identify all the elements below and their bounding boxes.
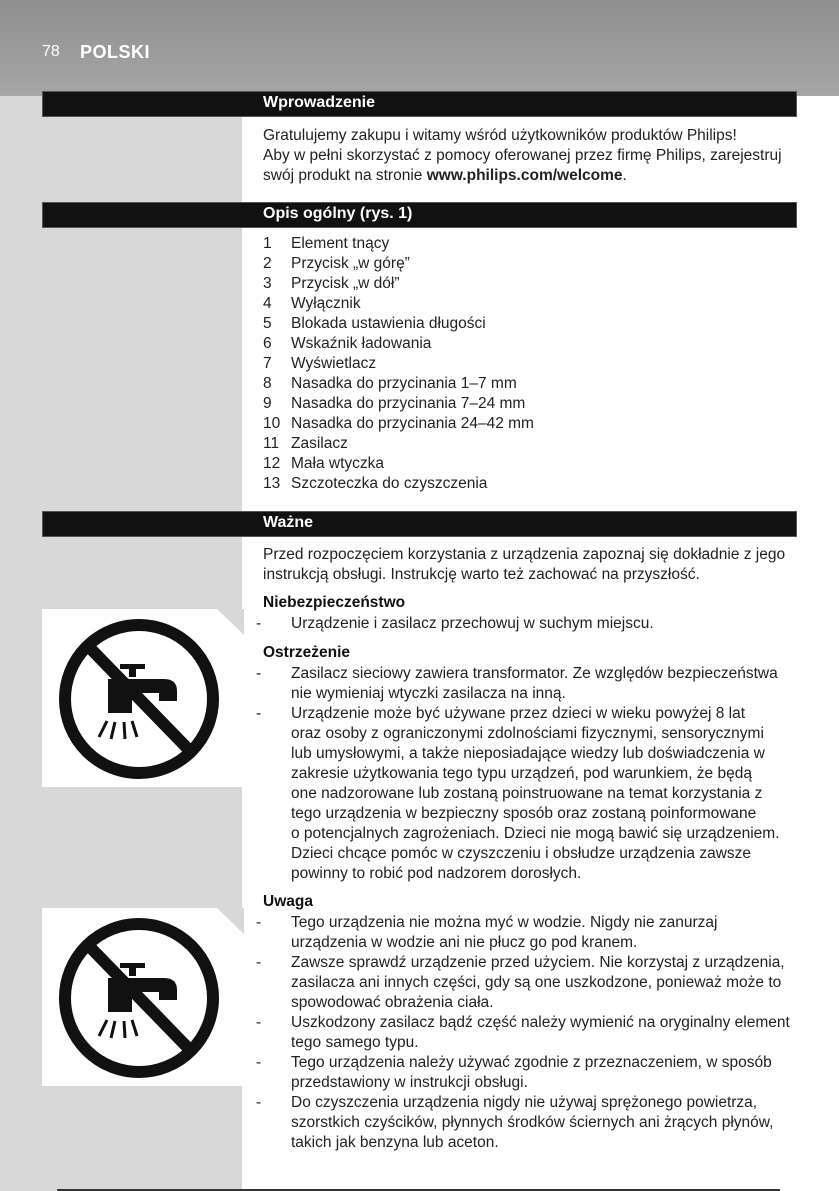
list-item-text: Szczoteczka do czyszczenia xyxy=(291,475,488,492)
section-bar-important xyxy=(42,511,797,537)
bullet-line: tego samego typu. xyxy=(291,1034,419,1051)
bullet-dash: - xyxy=(256,1054,262,1071)
bullet-item xyxy=(256,614,796,634)
bullet-dash: - xyxy=(256,705,262,722)
intro-line-3-prefix: swój produkt na stronie xyxy=(263,167,427,184)
bullet-line: zakresie użytkowania tego typu urządzeń, pod warunkiem, że będą xyxy=(291,765,752,782)
bullet-line: przedstawiony w instrukcji obsługi. xyxy=(291,1074,528,1091)
language-title: POLSKI xyxy=(80,42,151,62)
list-item-number: 6 xyxy=(263,335,272,352)
important-intro-line-1: Przed rozpoczęciem korzystania z urządzenia zapoznaj się dokładnie z jego xyxy=(263,546,786,563)
list-item-text: Blokada ustawienia długości xyxy=(291,315,486,332)
bullet-line: spowodować obrażenia ciała. xyxy=(291,994,494,1011)
list-item-text: Zasilacz xyxy=(291,435,348,452)
bullet-line: Tego urządzenia należy używać zgodnie z przeznaczeniem, w sposób xyxy=(291,1054,772,1071)
bullet-dash: - xyxy=(256,665,262,682)
list-item-text: Nasadka do przycinania 24–42 mm xyxy=(291,415,534,432)
intro-line-2: Aby w pełni skorzystać z pomocy oferowanej przez firmę Philips, zarejestruj xyxy=(263,147,782,164)
bullet-dash: - xyxy=(256,1014,262,1031)
bullet-line: one nadzorowane lub zostaną poinstruowane na temat korzystania z xyxy=(291,785,763,802)
section-title-important: Ważne xyxy=(263,514,314,531)
bullet-line: nie wymieniaj wtyczki zasilacza na inną. xyxy=(291,685,566,702)
list-item-number: 4 xyxy=(263,295,272,312)
list-item-number: 1 xyxy=(263,235,272,252)
bullet-line: Zasilacz sieciowy zawiera transformator. Ze względów bezpieczeństwa xyxy=(291,665,778,682)
list-item-number: 7 xyxy=(263,355,272,372)
intro-paragraph xyxy=(263,126,798,186)
list-item xyxy=(263,294,361,314)
bullet-line: urządzenia w wodzie ani nie płucz go pod kranem. xyxy=(291,934,638,951)
list-item-number: 5 xyxy=(263,315,272,332)
list-item xyxy=(263,254,410,274)
section-bar-overview xyxy=(42,202,797,228)
bullet-line: powinny to robić pod nadzorem dorosłych. xyxy=(291,865,582,882)
bullet-line: lub umysłowymi, a także nieposiadające wiedzy lub doświadczenia w xyxy=(291,745,765,762)
bullet-dash: - xyxy=(256,914,262,931)
section-title-intro: Wprowadzenie xyxy=(263,94,376,111)
philips-welcome-url: www.philips.com/welcome xyxy=(426,167,623,184)
bullet-line: takich jak benzyna lub aceton. xyxy=(291,1134,499,1151)
list-item-number: 13 xyxy=(263,475,281,492)
no-running-water-icon xyxy=(42,609,244,787)
list-item xyxy=(263,314,486,334)
page-number: 78 xyxy=(42,43,60,60)
list-item-number: 2 xyxy=(263,255,272,272)
warning-icon-panel-1 xyxy=(42,609,244,787)
bullet-line: zasilacza ani innych części, gdy są one uszkodzone, ponieważ może to xyxy=(291,974,782,991)
list-item-number: 11 xyxy=(263,435,280,452)
bullet-line: Dzieci chcące pomóc w czyszczeniu i obsłudze urządzenia zawsze xyxy=(291,845,752,862)
list-item-number: 3 xyxy=(263,275,272,292)
bullet-item xyxy=(256,1013,796,1053)
list-item-number: 12 xyxy=(263,455,281,472)
list-item xyxy=(263,334,431,354)
list-item xyxy=(263,394,525,414)
list-item xyxy=(263,454,384,474)
bullet-item xyxy=(256,913,796,953)
bullet-item xyxy=(256,1053,796,1093)
bullet-line: szorstkich czyścików, płynnych środków ściernych ani żrących płynów, xyxy=(291,1114,774,1131)
bullet-line: Urządzenie i zasilacz przechowuj w suchym miejscu. xyxy=(291,615,654,632)
list-item-number: 9 xyxy=(263,395,272,412)
bullet-line: Do czyszczenia urządzenia nigdy nie używaj sprężonego powietrza, xyxy=(291,1094,758,1111)
bullet-dash: - xyxy=(256,615,262,632)
list-item-number: 8 xyxy=(263,375,272,392)
important-intro-paragraph xyxy=(263,545,798,585)
intro-line-3-suffix: . xyxy=(622,167,627,184)
list-item xyxy=(263,354,376,374)
list-item xyxy=(263,234,389,254)
no-running-water-icon xyxy=(42,908,244,1086)
list-item-number: 10 xyxy=(263,415,281,432)
section-title-overview: Opis ogólny (rys. 1) xyxy=(263,205,413,222)
list-item-text: Wskaźnik ładowania xyxy=(291,335,432,352)
important-intro-line-2: instrukcją obsługi. Instrukcję warto też zachować na przyszłość. xyxy=(263,566,700,583)
list-item-text: Przycisk „w dół” xyxy=(291,275,400,292)
list-item-text: Przycisk „w górę” xyxy=(291,255,410,272)
bullet-dash: - xyxy=(256,1094,262,1111)
bullet-item xyxy=(256,953,796,1013)
bullet-item xyxy=(256,704,796,884)
bullet-item xyxy=(256,664,796,704)
list-item-text: Mała wtyczka xyxy=(291,455,385,472)
list-item xyxy=(263,374,517,394)
danger-heading: Niebezpieczeństwo xyxy=(263,594,406,611)
list-item-text: Element tnący xyxy=(291,235,390,252)
list-item-text: Nasadka do przycinania 7–24 mm xyxy=(291,395,526,412)
bullet-line: tego urządzenia w bezpieczny sposób oraz zostaną poinformowane xyxy=(291,805,757,822)
bullet-line: Zawsze sprawdź urządzenie przed użyciem. Nie korzystaj z urządzenia, xyxy=(291,954,785,971)
section-bar-intro xyxy=(42,91,797,117)
intro-line-3 xyxy=(263,166,798,186)
list-item-text: Wyłącznik xyxy=(291,295,361,312)
warning-icon-panel-2 xyxy=(42,908,244,1086)
bullet-line: oraz osoby z ograniczonymi zdolnościami fizycznymi, sensorycznymi xyxy=(291,725,764,742)
bullet-line: Tego urządzenia nie można myć w wodzie. Nigdy nie zanurzaj xyxy=(291,914,718,931)
caution-heading: Uwaga xyxy=(263,893,313,910)
list-item xyxy=(263,414,534,434)
list-item-text: Wyświetlacz xyxy=(291,355,377,372)
intro-line-1: Gratulujemy zakupu i witamy wśród użytkowników produktów Philips! xyxy=(263,127,737,144)
bullet-item xyxy=(256,1093,796,1153)
list-item xyxy=(263,474,487,494)
list-item xyxy=(263,274,400,294)
list-item-text: Nasadka do przycinania 1–7 mm xyxy=(291,375,517,392)
list-item xyxy=(263,434,348,454)
bullet-dash: - xyxy=(256,954,262,971)
bullet-line: Uszkodzony zasilacz bądź część należy wymienić na oryginalny element xyxy=(291,1014,790,1031)
warning-heading: Ostrzeżenie xyxy=(263,644,351,661)
bullet-line: o potencjalnych zagrożeniach. Dzieci nie mogą bawić się urządzeniem. xyxy=(291,825,780,842)
bullet-line: Urządzenie może być używane przez dzieci w wieku powyżej 8 lat xyxy=(291,705,746,722)
